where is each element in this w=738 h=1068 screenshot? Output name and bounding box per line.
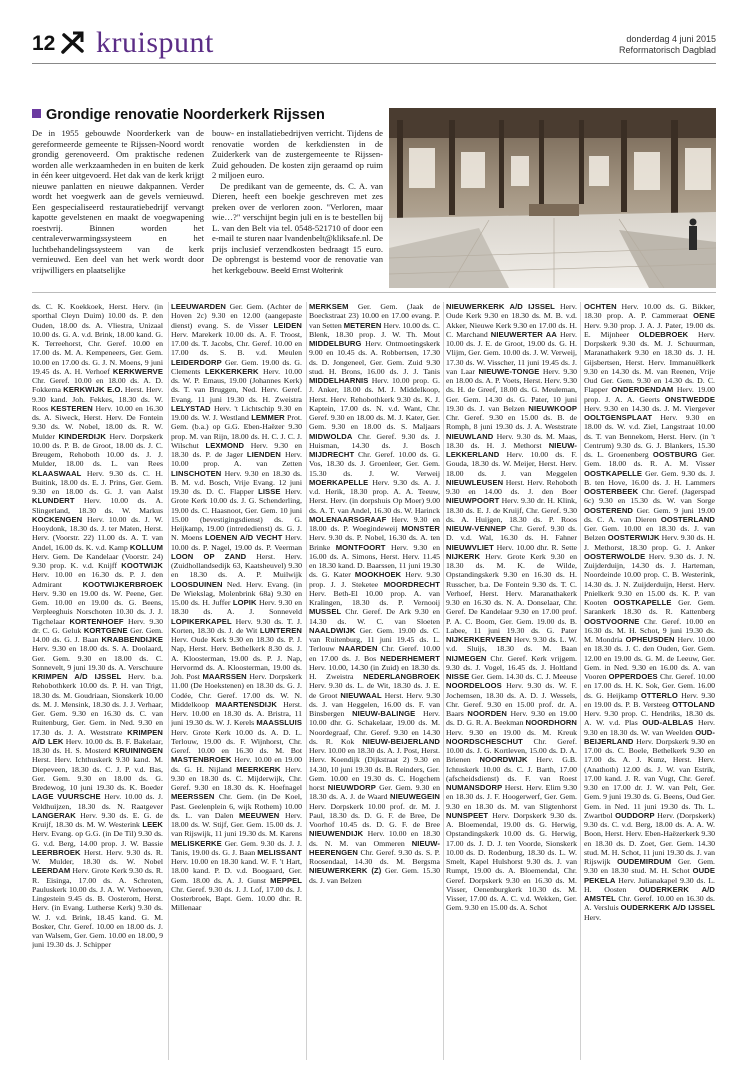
- column-divider: [580, 302, 581, 1060]
- place-name: LOENEN A/D VECHT: [205, 533, 283, 543]
- place-name: KINDERDIJK: [58, 431, 106, 441]
- place-name: NISSE: [446, 672, 470, 681]
- place-name: MUSSEL: [309, 607, 342, 617]
- place-name: OOSTEREND: [584, 505, 633, 515]
- place-name: OENE: [693, 311, 715, 321]
- listings-column-4: [446, 302, 577, 1062]
- place-name: KOCKENGEN: [32, 514, 83, 524]
- place-name: OLDEBROEK: [638, 329, 689, 339]
- place-name: METEREN: [343, 320, 382, 330]
- place-name: OUDE PEKELA: [584, 866, 715, 885]
- place-name: OOSTKAPELLE: [613, 598, 672, 607]
- place-name: LEEK: [142, 820, 163, 829]
- place-name: MELISKERKE: [171, 838, 222, 848]
- listings-rule: [32, 292, 716, 293]
- place-name: LEMMER: [251, 413, 285, 422]
- place-name: NIEUW-VENNEP: [446, 524, 507, 533]
- place-name: KOLLUM: [129, 542, 163, 552]
- place-name: LIENDEN: [246, 450, 281, 459]
- place-name: MAARSSEN: [202, 672, 247, 681]
- place-name: MELISSANT: [257, 847, 302, 857]
- place-name: LANGERAK: [32, 810, 76, 820]
- place-name: OCHTEN: [584, 302, 617, 311]
- place-name: MIDWOLDA: [309, 431, 353, 441]
- place-name: OUDEMIRDUM: [617, 857, 672, 866]
- place-name: KLUNDERT: [32, 496, 75, 506]
- section-title: kruispunt: [96, 26, 214, 59]
- place-name: MAARTENSDIJK: [215, 699, 277, 709]
- place-name: LEIDERDORP: [171, 357, 222, 367]
- listings-text: OCHTEN Herv. 10.00 ds. G. Bikker, 18.30 prop. A. P. Cammeraat OENE Herv. 9.30 prop. J. A. J. Pater, 19.00 ds. E. Mijnheer OLDEBROEK Herv. Dorpskerk 9.30 ds. M. J. Schuurman, Maranathakerk 9.30 en 18.30 ds. J. H. Gijsbertsen, Herst. Herv. Immanuëlkerk 9.30 en 14.30 ds. M. van Reenen, Vrije Oud Ger. Gem. 9.30 en 14.30 ds. D. C. Flapper ONDERDENDAM Herv. 19.00 prop. J. A. A. Geerts ONSTWEDDE Herv. 9.30 en 14.30 ds. J. M. Viergever OOLTGENSPLAAT Herv. 9.30 en 18.00 ds. W. v.d. Ziel, Langstraat 10.00 ds. T. van Bennekom, Herst. Herv. (in 't Centrum) 9.30 ds. G. J. Blankers, 15.30 ds. L. Groenenberg OOSTBURG Ger. Gem. 18.00 ds. R. A. M. Visser OOSTKAPELLE Ger. Gem. 9.30 ds. J. B. ten Hove, 16.00 ds. J. H. Lammers OOSTERBEEK Chr. Geref. (Jagerspad 6c) 9.30 en 15.30 ds. W. van Sorge OOSTEREND Ger. Gem. 9 juni 19.00 ds. C. A. van Dieren OOSTERLAND Ger. Gem. 10.00 en 18.30 ds. J. van Belzen OOSTERWIJK Herv. 9.30 ds. H. J. Methorst, 18.30 prop. G. J. Anker OOSTERWOLDE Herv. 9.30 ds. J. N. Zuijderduijn, 14.30 ds. J. Harteman, Noordeinde 10.00 prop. C. B. Westerink, 14.30 ds. J. N. Zuijderduijn, Herst. Herv. Pnielkerk 9.30 en 15.00 ds. K. P. van Kooten OOSTKAPELLE Ger. Gem. Sarankerk 18.30 ds. R. Kattenberg OOSTVOORNE Chr. Geref. 10.00 en 16.30 ds. M. H. Schot, 9 juni 19.30 ds. M. Mondria OPHEUSDEN Herv. 10.00 en 18.30 ds. J. C. den Ouden, Ger. Gem. 12.00 en 19.00 ds. G. M. de Leeuw, Ger. Gem. in Ned. 9.30 en 16.00 ds. A. van Vooren OPPERDOES Chr. Geref. 10.00 en 17.00 ds. H. K. Sok, Ger. Gem. 16.00 ds. G. Heijkamp OTTERLO Herv. 9.30 en 19.00 ds. P. B. Versteeg OTTOLAND Herv. 9.30 prop. C. Hendriks, 18.30 ds. A. W. v.d. Plas OUD-ALBLAS Herv. 9.30 en 18.30 ds. W. van Weelden OUD-BEIJERLAND Herv. Dorpskerk 9.30 en 17.00 ds. C. Boele, Bethelkerk 9.30 en 17.00 ds. A. J. Kunz, Herst. Herv. (Anathoth) 12.00 ds. J. W. van Estrik, 17.00 kand. J. R. van Vugt, Chr. Geref. 9.30 en 17.00 dr. J. W. van Pelt, Ger. Gem. 9 juni 19.30 ds. G. Beens, Oud Ger. Gem. in Ned. 11 juni 19.30 ds. Th. L. Zwartbol OUDDORP Herv. (Dorpskerk) 9.30 ds. C. v.d. Berg, 18.00 ds. A. A. W. Boon, Herst. Herv. Eben-Haëzerkerk 9.30 en 18.30 ds. D. Zoet, Ger. Gem. 14.30 stud. M. H. Schot, 11 juni 19.30 ds. J. van Rijswijk OUDEMIRDUM Ger. Gem. 9.30 en 18.30 stud. M. H. Schot OUDE PEKELA Herv. Julianakapel 9.30 ds. L. H. Oosten OUDERKERK A/D AMSTEL Chr. Geref. 10.00 en 16.30 ds. A. Versluis OUDERKERK A/D IJSSEL Herv.: [584, 302, 715, 922]
- place-name: OUDERKERK A/D IJSSEL: [620, 903, 715, 913]
- place-name: OTTERLO: [640, 690, 678, 700]
- place-name: LEERDAM: [32, 866, 71, 876]
- article-paragraph: bouw- en installatiebedrijven verricht. Tijdens de renovatie worden de kerkdiensten in de Zuiderkerk van de zustergemeente te Rijssen-Zuid gehouden. De kosten zijn geraamd op ruim 2 miljoen euro.: [212, 128, 383, 180]
- place-name: OOSTERBEEK: [584, 487, 639, 496]
- listings-text: NIEUWERKERK A/D IJSSEL Herv. Oude Kerk 9.30 en 18.30 ds. M. B. v.d. Akker, Nieuwe Kerk 9.30 en 17.00 ds. H. C. Marchand NIEUWERTER AA Herv. 10.00 ds. J. E. de Groot, 19.00 ds. G. H. Vlijm, Ger. Gem. 10.00 ds. J. W. Verweij, 17.30 ds. W. Visscher, 11 juni 19.45 ds. J. van Laar NIEUWE-TONGE Herv. 9.30 en 18.00 ds. A. P. Voets, Herst. Herv. 9.30 ds. H. de Greef, 18.00 ds. G. Meuleman, Ger. Gem. 14.30 ds. G. Pater, 10 juni 19.30 ds. J. van Belzen NIEUWKOOP Chr. Geref. 9.30 en 15.00 ds. B. de Romph, 8 juni 19.30 ds. J. A. Weststrate NIEUWLAND Herv. 9.30 ds. M. Maas, 18.30 ds. H. J. Methorst NIEUW-LEKKERLAND Herv. 10.00 ds. F. Gouda, 18.30 ds. W. Meijer, Herst. Herv. 18.00 ds. J. van Meggelen NIEUWLEUSEN Herst. Herv. Rehoboth 9.30 en 14.00 ds. J. den Boer NIEUWPOORT Herv. 9.30 dr. H. Klink, 18.30 ds. E. J. de Kruijf, Chr. Geref. 9.30 ds. A. Huijgen, 18.30 ds. P. Roos NIEUW-VENNEP Chr. Geref. 9.30 ds. D. v.d. Wal, 16.30 ds. H. Fahner NIEUWVLIET Herv. 10.00 dhr. R. Sette NIJKERK Herv. Grote Kerk 9.30 en 18.30 ds. M. K. de Wilde, Opstandingskerk 9.30 en 16.30 ds. H. Russcher, b.a. De Fontein 9.30 ds. T. C. Verhoef, Herst. Herv. Maranathakerk 9.30 en 16.30 ds. N. A. Donselaar, Chr. Geref. De Kandelaar 9.30 en 17.00 prof. P. A. C. Boom, Ger. Gem. 19.00 ds. B. Labee, 11 juni 19.30 ds. G. Pater NIJKERKERVEEN Herv. 9.30 ds. L. W. v.d. Sluijs, 18.30 ds. M. Baan NIJMEGEN Chr. Geref. Kerk vrijgem. 9.30 ds. J. Vogel, 16.45 ds. J. Holtland NISSE Ger. Gem. 14.30 ds. C. J. Meeuse NOORDELOOS Herv. 9.30 ds. W. F. Jochemsen, 18.30 ds. A. D. J. Wessels, Chr. Geref. 9.30 en 15.00 prof. dr. A. Baars NOORDEN Herv. 9.30 en 19.00 ds. D. G. R. A. Beekman NOORDHORN Herv. 9.30 en 19.00 ds. M. Kreuk NOORDSCHESCHUT Chr. Geref. 10.00 ds. J. G. Kortleven, 15.00 ds. D. A. Brienen NOORDWIJK Herv. G.B. Ichtuskerk 10.00 ds. C. J. Barth, 17.00 (afscheidsdienst) ds. F. van Roest NUMANSDORP Herst. Herv. Elim 9.30 en 18.30 ds. J. F. Hoogerwerf, Ger. Gem. 9.30 en 18.30 ds. M. van Sligtenhorst NUNSPEET Herv. Dorpskerk 9.30 ds. A. Bloemendal, 19.00 ds. G. Herwig, Opstandingskerk 10.00 ds. G. Herwig, 17.00 ds. J. D. J. ten Voorde, Sionskerk 10.00 ds. D. Rodenburg, 18.30 ds. L. W. Smelt, Kapel Hulshorst 9.30 ds. J. van Rumpt, 19.00 ds. A. Bloemendal, Chr. Geref. Dorpskerk 9.30 en 16.30 ds. M. Visser, Oenenburgkerk 10.30 ds. M. Visser, 17.00 ds. A. C. v.d. Wekken, Ger. Gem. 9.30 en 15.00 ds. A. Schot: [446, 302, 577, 913]
- listings-column-5: [584, 302, 715, 1062]
- place-name: KRIMPEN A/D IJSSEL: [32, 672, 122, 681]
- page-number: 12: [32, 32, 56, 55]
- place-name: MOLENAARSGRAAF: [309, 514, 387, 524]
- cross-arrow-icon: [60, 31, 86, 55]
- place-name: NOORDWIJK: [479, 755, 528, 765]
- place-name: LELYSTAD: [171, 403, 211, 413]
- place-name: LOON OP ZAND: [171, 551, 247, 561]
- place-name: MOERKAPELLE: [309, 477, 369, 487]
- article-paragraph: De in 1955 gebouwde Noorderkerk van de gereformeerde gemeente te Rijssen-Noord wordt grondig gerenoveerd. Om praktische redenen worden alle werkzaamheden in en buiten de kerk in één keer uitgevoerd. Het dak van de kerk krijgt nieuwe panlatten en nieuwe dakpannen. Verder wordt het voegwerk aan de gevels vernieuwd. Een gespecialiseerd restauratiebedrijf vervangt kapotte gevelstenen en maakt de voegwapening roestvrij. Binnen worden het centraleverwarmingssysteem en het luchtbehandelingssysteem van de kerk vernieuwd. Een deel van het werk wordt door vrijwilligers en plaatselijke: [32, 128, 204, 275]
- place-name: NEDERLANGBROEK: [363, 672, 440, 681]
- place-name: LEERBROEK: [32, 847, 81, 857]
- place-name: OOLTGENSPLAAT: [584, 413, 653, 422]
- place-name: NIEUWLEUSEN: [446, 477, 504, 487]
- place-name: NOORDHORN: [525, 718, 577, 728]
- place-name: OPHEUSDEN: [625, 635, 675, 644]
- place-name: OUDDORP: [615, 810, 655, 820]
- place-name: OUDERKERK A/D AMSTEL: [584, 884, 715, 903]
- place-name: OUD-ALBLAS: [642, 718, 694, 728]
- place-name: KERKWIJK E.O.: [63, 385, 123, 395]
- place-name: MOORDRECHT: [383, 579, 440, 589]
- place-name: KOOTWIJK: [121, 561, 163, 570]
- place-name: MAASSLUIS: [256, 718, 302, 728]
- headline-text: Grondige renovatie Noorderkerk Rijssen: [46, 107, 325, 123]
- place-name: OTTOLAND: [672, 699, 715, 709]
- place-name: LUNTEREN: [259, 625, 302, 635]
- place-name: NOORDEN: [467, 709, 507, 718]
- issue-date: donderdag 4 juni 2015: [626, 34, 716, 44]
- page-meta: [619, 34, 716, 56]
- article-headline: [32, 107, 392, 123]
- place-name: NIJKERKERVEEN: [446, 635, 512, 644]
- column-divider: [168, 302, 169, 1060]
- place-name: NOORDSCHESCHUT: [446, 736, 523, 746]
- place-name: OOSTERLAND: [660, 514, 715, 524]
- place-name: LOOSDUINEN: [171, 579, 223, 589]
- place-name: NEDERHEMERT: [380, 653, 440, 663]
- place-name: KESTEREN: [50, 403, 93, 413]
- place-name: LAGE VUURSCHE: [32, 792, 101, 802]
- header-rule: [32, 63, 716, 64]
- place-name: MONSTER: [401, 524, 440, 533]
- listings-text: ds. C. K. Koekkoek, Herst. Herv. (in sporthal Cleyn Duim) 10.00 ds. P. den Ouden, 18.00 ds. A. Vliestra, Unizaal 10.00 ds. G. A. v.d. Brink, 18.00 kand. G. K. Terreehorst, Chr. Geref. 10.00 en 17.00 ds. M. A. Kempeneers, Ger. Gem. 10.00 en 17.00 ds. G. J. N. Moens, 9 juni 19.45 ds. A. H. Verhoef KERKWERVE Chr. Geref. 10.00 en 18.00 ds. A. D. Fokkema KERKWIJK E.O. Herst. Herv. 9.30 kand. Joh. Fekkes, 18.30 ds. W. Roos KESTEREN Herv. 10.00 en 16.30 ds. A. Siweck, Herst. Herv. De Fontein 9.30 ds. W. Nobel, 18.00 ds. R. W. Mulder KINDERDIJK Herv. Dorpskerk 10.00 ds. P. B. de Groot, 18.00 ds. J. C. Breugem, Rehoboth 10.00 ds. J. J. Mulder, 18.00 ds. L. van Rees KLAASWAAL Herv. 9.30 ds. C. H. Buitink, 18.00 ds. E. J. Prins, Ger. Gem. 9.30 en 18.00 ds. G. J. van Aalst KLUNDERT Herv. 10.00 ds. A. Slingerland, 18.30 ds. W. Markus KOCKENGEN Herv. 10.00 ds. J. W. Hooydonk, 18.30 ds. J. ter Maten, Herst. Herv. (Voorstr. 22) 11.00 ds. A. T. van Andel, 16.00 ds. K. v.d. Kamp KOLLUM Herv. Gem. De Kandelaar (Voorstr. 24) 9.30 prop. K. v.d. Knijff KOOTWIJK Herv. 10.00 en 16.30 ds. P. J. den Admirant KOOTWIJKERBROEK Herv. 9.30 en 19.00 ds. W. Peene, Ger. Gem. 10.00 en 19.00 ds. G. Beens, Verpleeghuis Norschoten 10.30 ds. J. J. Tigchelaar KORTENHOEF Herv. 9.30 dr. C. G. Geluk KORTGENE Ger. Gem. 14.00 ds. G. J. Baan KRABBENDIJKE Herv. 9.30 en 18.00 ds. S. A. Doolaard, Ger. Gem. 9.30 en 18.00 ds. C. Sonnevelt, 9 juni 19.30 ds. A. Verschuure KRIMPEN A/D IJSSEL Herv. b.a. Rehobothkerk 10.00 ds. P. H. van Trigt, 18.30 ds. M. Goudriaan, Sionskerk 10.00 ds. M. J. Mensink, 18.30 ds. J. J. Verhaar, Ger. Gem. 9.30 en 16.30 ds. C. van Ruitenburg, Ger. Gem. in Ned. 9.30 en 17.30 ds. J. A. Weststrate KRIMPEN A/D LEK Herv. 10.00 ds. B. F. Bakelaar, 18.30 ds. H. S. Mosterd KRUININGEN Herst. Herv. Ichthuskerk 9.30 kand. M. Diepeveen, 18.30 ds. C. J. P. v.d. Bas, Ger. Gem. 9.30 en 18.00 ds. G. Bredewog, 10 juni 19.30 ds. K. Boeder LAGE VUURSCHE Herv. 10.00 ds. J. Veldhuijzen, 18.30 ds. N. Raatgever LANGERAK Herv. 9.30 ds. E. G. de Kruijf, 18.30 ds. M. W. Westerink LEEK Herv. Evang. op G.G. (in De Til) 9.30 ds. G. v.d. Berg, 14.00 prop. J. W. Bassie LEERBROEK Herst. Herv. 9.30 ds. R. W. Mulder, 18.30 ds. W. Nobel LEERDAM Herv. Grote Kerk 9.30 ds. R. R. Eisinga, 17.00 ds. A. Schroten, Pauluskerk 10.00 ds. J. A. W. Verhoeven, Lingestein 9.45 ds. B. Oosterom, Herst. Herv. (in Evang. Lutherse Kerk) 9.30 ds. W. J. v.d. Brink, 18.45 kand. G. M. Bosker, Chr. Geref. 10.00 en 18.00 ds. J. van Walsem, Ger. Gem. 10.00 en 18.00, 9 juni 19.30 ds. J. Schipper: [32, 302, 163, 950]
- listings-text: MERKSEM Ger. Gem. (Jaak de Boeckstraat 23) 10.00 en 17.00 evang. P. van Setten METEREN Herv. 10.00 ds. C. Blenk, 18.30 prop. J. W. Th. Mout MIDDELBURG Herv. Ontmoetingskerk 9.00 en 10.45 ds. A. Robbertsen, 17.30 ds. D. Jongeneel, Ger. Gem. Zuid 9.30 stud. H. Brons, 16.00 ds. J. J. Tanis MIDDELHARNIS Herv. 10.00 prop. G. J. Anker, 18.00 ds. M. J. Middelkoop, Herst. Herv. Rehobothkerk 9.30 ds. K. J. Kaptein, 17.00 ds. N. v.d. Want, Chr. Geref. 9.30 en 18.00 ds. M. J. Kater, Ger. Gem. 9.30 en 18.00 ds. S. Maljaars MIDWOLDA Chr. Geref. 9.30 ds. J. Huisman, 14.30 ds. J. Bosch MIJDRECHT Chr. Geref. 10.00 ds. G. Vos, 18.30 ds. J. Groenleer, Ger. Gem. 15.30 ds. J. W. Verweij MOERKAPELLE Herv. 9.30 ds. A. J. v.d. Herik, 18.30 prop. A. A. Teeuw, Herst. Herv. (in dorpshuis Op Moer) 9.00 ds. A. T. van Andel, 16.30 ds. W. Harinck MOLENAARSGRAAF Herv. 9.30 en 18.00 ds. P. Woegindeweij MONSTER Herv. 9.30 ds. P. Nobel, 16.30 ds. A. ten Brinke MONTFOORT Herv. 9.30 en 16.00 ds. A. Simons, Herst. Herv. 11.45 en 18.30 kand. D. Baarssen, 11 juni 19.30 ds. G. Kater MOOKHOEK Herv. 9.30 prop. J. J. Steketee MOORDRECHT Herv. Beth-El 10.00 prop. A. van Kralingen, 18.30 ds. P. Vernooij MUSSEL Chr. Geref. De Ark 9.30 en 14.30 ds. W. C. van Sloeten NAALDWIJK Ger. Gem. 19.00 ds. C. van Ruitenburg, 11 juni 19.45 ds. L. Terlouw NAARDEN Chr. Geref. 10.00 en 17.00 ds. J. Bos NEDERHEMERT Herv. 10.00, 14.30 (in Zuid) en 18.30 ds. H. Zweistra NEDERLANGBROEK Herv. 9.30 ds. L. de Wit, 18.30 ds. J. E. de Groot NIEUWAAL Herst. Herv. 9.30 ds. J. van Heggelen, 16.00 ds. F. van Binsbergen NIEUW-BALINGE Herv. 10.00 dhr. G. Schakelaar, 19.00 ds. M. Noordegraaf, Chr. Geref. 9.30 en 14.30 ds. R. Kok NIEUW-BEIJERLAND Herv. 10.00 en 18.30 ds. A. J. Post, Herst. Herv. Koendijk (Dijkstraat 2) 9.30 en 14.30, 10 juni 19.30 ds. B. Reinders, Ger. Gem. 10.00 en 19.30 ds. C. Hogchem horst NIEUWDORP Ger. Gem. 9.30 en 18.30 ds. A. J. de Waard NIEUWEGEIN Herv. Dorpskerk 10.00 prof. dr. M. J. Paul, 18.30 ds. D. G. F. de Bree, De Voorhof 10.45 ds. D. G. F. de Bree NIEUWENDIJK Herv. 10.00 en 18.30 ds. N. M. van Ommeren NIEUW-HEERENGEN Chr. Geref. 9.30 ds. S. P. Roosendaal, 14.30 ds. M. Bergsma NIEUWERKERK (Z) Ger. Gem. 15.30 ds. J. van Belzen: [309, 302, 440, 885]
- paper-name: Reformatorisch Dagblad: [618, 45, 716, 55]
- place-name: LOPIK: [232, 598, 257, 607]
- article-column-2: [212, 128, 383, 276]
- place-name: MEERKERK: [236, 764, 281, 774]
- place-name: NIEUW-HEERENGEN: [309, 838, 440, 857]
- place-name: KORTENHOEF: [69, 616, 124, 626]
- place-name: MEERSSEN: [171, 792, 215, 802]
- place-name: MEEUWEN: [238, 810, 280, 820]
- place-name: NIJMEGEN: [446, 653, 487, 663]
- photo-byline: Beeld Ernst Wolterink: [270, 265, 343, 275]
- place-name: NIEUW-LEKKERLAND: [446, 440, 577, 459]
- place-name: NIEUWERKERK (Z): [309, 866, 382, 876]
- place-name: LOPIKERKAPEL: [171, 616, 232, 626]
- column-divider: [306, 302, 307, 1060]
- place-name: KERKWERVE: [112, 366, 163, 376]
- place-name: KRABBENDIJKE: [101, 635, 163, 644]
- place-name: NIEUWAAL: [340, 690, 382, 700]
- place-name: OPPERDOES: [608, 672, 658, 681]
- place-name: NIEUWDORP: [327, 783, 376, 792]
- place-name: KOOTWIJKERBROEK: [82, 579, 163, 589]
- place-name: NIEUWPOORT: [446, 496, 500, 506]
- place-name: KORTGENE: [83, 625, 128, 635]
- place-name: NUMANSDORP: [446, 783, 503, 792]
- place-name: LINSCHOTEN: [171, 468, 222, 478]
- church-interior-photo: [389, 108, 716, 288]
- place-name: LEEUWARDEN: [171, 302, 227, 311]
- place-name: NIEUWE-TONGE: [478, 366, 540, 376]
- place-name: NIEUWERKERK A/D IJSSEL: [446, 302, 555, 311]
- page-header: [0, 0, 738, 70]
- place-name: MEPPEL: [270, 875, 302, 885]
- listings-column-1: [32, 302, 163, 1062]
- place-name: OOSTERWOLDE: [584, 551, 646, 561]
- place-name: LEIDEN: [273, 320, 302, 330]
- place-name: NIEUW-BALINGE: [352, 709, 416, 718]
- place-name: NIEUW-BEIJERLAND: [362, 736, 440, 746]
- place-name: ONDERDENDAM: [611, 385, 674, 395]
- place-name: KLAASWAAL: [32, 468, 82, 478]
- place-name: OUD-BEIJERLAND: [584, 727, 715, 746]
- place-name: KRIMPEN A/D LEK: [32, 727, 163, 746]
- place-name: NIEUWLAND: [446, 431, 494, 441]
- place-name: NAARDEN: [338, 644, 378, 654]
- place-name: KRUININGEN: [113, 746, 163, 755]
- place-name: MOOKHOEK: [354, 570, 402, 580]
- place-name: NIEUWERTER AA: [490, 329, 557, 339]
- place-name: OOSTKAPELLE: [584, 468, 643, 478]
- listings-text: LEEUWARDEN Ger. Gem. (Achter de Hoven 2c) 9.30 en 12.00 (aangepaste dienst) evang. S. de Visser LEIDEN Herv. Marekerk 10.00 ds. A. F. Troost, 17.00 ds. T. Jacobs, Chr. Geref. 10.00 en 17.00 ds. S. B. v.d. Meulen LEIDERDORP Ger. Gem. 19.00 ds. G. Clements LEKKERKERK Herv. 10.00 ds. W. P. Emaus, 19.00 (Johannes Kerk) ds. T. van Bruggen, Ned. Herv. Geref. Evang. 11 juni 19.30 ds. H. Zweistra LELYSTAD Herv. 't Lichtschip 9.30 en 19.00 ds. W. J. Westland LEMMER Prot. Gem. (b.a.) op G.G. Eben-Haëzer 9.30 prop. M. van Rijn, 18.00 ds. H. C. J. C. J. Wilschut LEXMOND Herv. 9.30 en 18.30 ds. P. de Jager LIENDEN Herv. 10.00 prop. A. van Zetten LINSCHOTEN Herv. 9.30 en 18.30 ds. B. M. v.d. Bosch, Vrije Evang. 12 juni 19.30 ds. D. C. Flapper LISSE Herv. Grote Kerk 10.00 ds. J. G. Schenderling, 19.00 ds. C. Haasnoot, Ger. Gem. 10 juni 15.00 (bevestigingsdienst) ds. G. Heijkamp, 19.00 (intrededienst) ds. G. J. N. Moens LOENEN A/D VECHT Herv. 10.00 ds. P. Nagel, 19.00 ds. P. Veerman LOON OP ZAND Herst. Herv. (Zuidhollandsedijk 63, Kaatsheuvel) 9.30 en 18.30 ds. A. P. Muilwijk LOOSDUINEN Ned. Herv. Evang. (in De Wiekslag, Molenbrink 68a) 9.30 en 15.00 ds. H. Juffer LOPIK Herv. 9.30 en 18.30 ds. A. J. Sonneveld LOPIKERKAPEL Herv. 9.30 ds. T. J. Korten, 18.30 ds. J. de Wit LUNTEREN Herv. Oude Kerk 9.30 en 18.30 ds. P. J. Nap, Herst. Herv. Bethelkerk 8.30 ds. J. A. Kloosterman, 19.00 ds. P. J. Nap, Hervormd ds. A. Kloosterman, 19.00 ds. Joh. Post MAARSSEN Herv. Dorpskerk 11.00 (De Hoekstenen) en 18.30 ds. G. J. Codée, Chr. Geref. 17.00 ds. W. N. Middelkoop MAARTENSDIJK Herst. Herv. 10.00 en 18.30 ds. A. Bristra, 11 juni 19.30 ds. W. J. Kerels MAASSLUIS Herv. Grote Kerk 10.00 ds. A. D. L. Terlouw, 19.00 ds. F. Wijnhorst, Chr. Geref. 10.00 en 16.30 ds. M. Bot MASTENBROEK Herv. 10.00 en 19.00 ds. G. H. Nijland MEERKERK Herv. 9.30 en 18.30 ds. C. Mijderwijk, Chr. Geref. 9.30 en 18.30 ds. K. Hoefnagel MEERSSEN Chr. Gem. (in De Koel, Past. Geelenplein 6, wijk Rothem) 10.00 ds. L. van Dalen MEEUWEN Herv. 18.00 ds. W. Stijf, Ger. Gem. 15.00 ds. J. van Rijswijk, 11 juni 19.30 ds. M. Karens MELISKERKE Ger. Gem. 9.30 ds. J. J. Tanis, 19.00 ds. G. J. Baan MELISSANT Herv. 10.00 en 18.30 kand. W. F. 't Hart, 18.00 kand. P. D. v.d. Boogaard, Ger. Gem. 18.00 ds. A. J. Gunst MEPPEL Chr. Geref. 9.30 ds. J. J. Lof, 17.00 ds. J. Oosterbroek, Bapt. Gem. 10.00 dhr. R. Millenaar: [171, 302, 302, 913]
- article-column-1: [32, 128, 204, 275]
- article-paragraph-text: De predikant van de gemeente, ds. C. A. van Dieren, heeft een boekje geschreven met zes preken over de verloren zoon. "Verloren, maar wie…?" verschijnt begin juli en is te bestellen bij L. van den Belt via tel. 0548-521710 of door een e-mail te sturen naar lvandenbelt@kliksafe.nl. De prijs inclusief verzendkosten bedraagt 15 euro. De opbrengst is bestemd voor de renovatie van het kerkgebouw.: [212, 180, 383, 275]
- place-name: NIJKERK: [446, 551, 481, 561]
- place-name: OOSTBURG: [652, 450, 698, 459]
- place-name: NIEUWENDIJK: [309, 829, 364, 839]
- place-name: MIJDRECHT: [309, 450, 355, 459]
- place-name: MIDDELHARNIS: [309, 376, 369, 385]
- place-name: MERKSEM: [309, 302, 349, 311]
- place-name: NIEUWKOOP: [528, 403, 577, 413]
- place-name: LEXMOND: [205, 440, 245, 450]
- place-name: OOSTVOORNE: [584, 616, 640, 626]
- place-name: NIEUWVLIET: [446, 542, 494, 552]
- column-divider: [443, 302, 444, 1060]
- place-name: NAALDWIJK: [309, 625, 356, 635]
- place-name: MONTFOORT: [335, 542, 386, 552]
- place-name: LEKKERKERK: [204, 366, 259, 376]
- place-name: NUNSPEET: [446, 810, 489, 820]
- listings-column-3: [309, 302, 440, 1062]
- headline-square-icon: [32, 109, 41, 118]
- article-paragraph: [212, 181, 383, 277]
- place-name: ONSTWEDDE: [664, 394, 715, 404]
- place-name: MASTENBROEK: [171, 755, 232, 765]
- place-name: MIDDELBURG: [309, 339, 362, 348]
- place-name: NOORDELOOS: [446, 681, 502, 691]
- place-name: OOSTERWIJK: [607, 533, 660, 543]
- place-name: LISSE: [258, 487, 281, 496]
- place-name: NIEUWEGEIN: [390, 792, 440, 802]
- listings-column-2: [171, 302, 302, 1062]
